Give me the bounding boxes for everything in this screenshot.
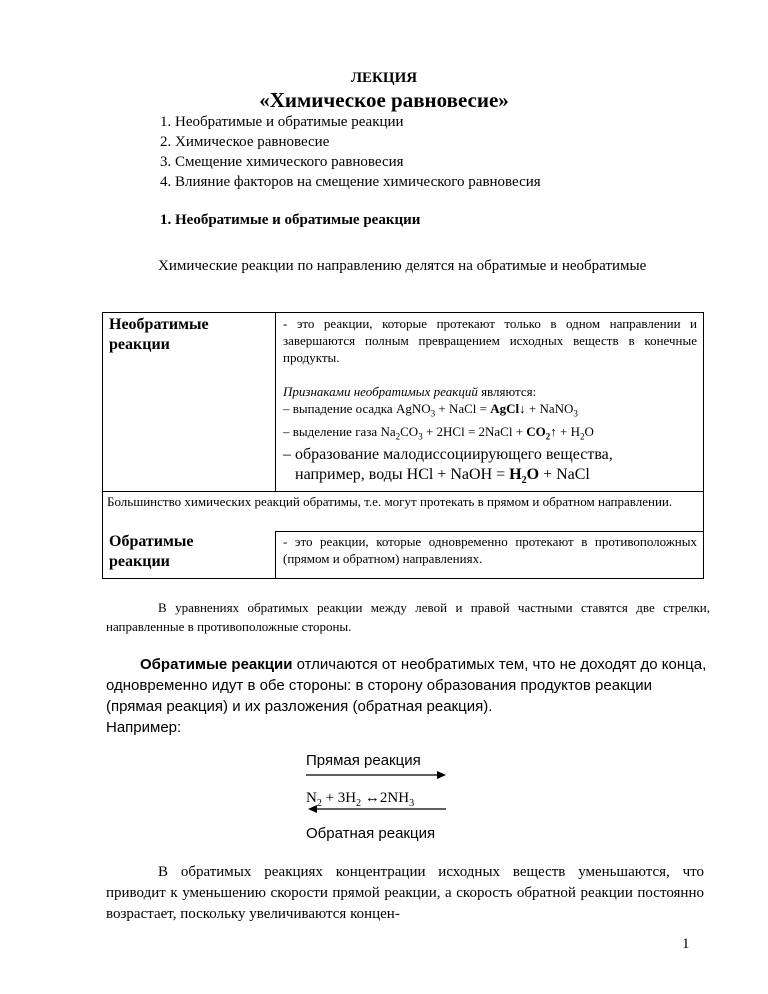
sign-water-example: например, воды HCl + NaOH = $H_2O$ + NaCl: [295, 466, 590, 487]
sign-precipitate: – выпадение осадка AgNO$_3$ + NaCl = AgCl↓ + NaNO$_3$: [283, 401, 578, 419]
reversible-term: [109, 532, 194, 572]
example-label: Например:: [106, 719, 182, 736]
table-of-contents: [160, 112, 541, 192]
signs-label: Признаками необратимых реакций: [283, 384, 478, 399]
toc-item: 4. Влияние факторов на смещение химического равновесия: [160, 174, 541, 190]
sign-gas: – выделение газа $Na_2CO_3 + 2HCl$ = 2NaCl + $CO_2↑ + H_2O$: [283, 423, 594, 442]
section-intro: Химические реакции по направлению делятся на обратимые и необратимые: [158, 258, 647, 274]
arrows-note: В уравнениях обратимых реакции между левой и правой частными ставятся две стрелки, направленные в противоположные стороны.: [106, 600, 710, 634]
reversible-bold: Обратимые реакции: [140, 656, 293, 673]
lecture-label: ЛЕКЦИЯ: [350, 70, 418, 86]
equation: $N_2 + 3H_2$ $\leftrightarrow 2NH_3$: [306, 790, 415, 809]
irreversible-signs: [283, 383, 697, 491]
reversible-text: отличаются от необратимых тем, что не доходят до конца, одновременно идут в обе стороны: в сторону образования продуктов реакции (прямая реакция) и их разложения (обратная реакция).: [106, 656, 707, 715]
term-line: Необратимые: [109, 316, 209, 333]
reactions-table: [102, 312, 704, 579]
section-heading: 1. Необратимые и обратимые реакции: [160, 212, 421, 228]
toc-item: 2. Химическое равновесие: [160, 134, 330, 150]
page-number: 1: [682, 936, 690, 952]
table-merged-note: Большинство химических реакций обратимы, т.е. могут протекать в прямом и обратном направлении.: [107, 494, 673, 509]
reversible-definition: - это реакции, которые одновременно протекают в противоположных (прямом и обратном) направлениях.: [283, 534, 697, 566]
term-line: реакции: [109, 336, 170, 353]
term-line: реакции: [109, 553, 170, 570]
signs-heading: [283, 383, 697, 400]
toc-item: 1. Необратимые и обратимые реакции: [160, 114, 404, 130]
backward-label: Обратная реакция: [306, 825, 436, 842]
reversible-paragraph: [106, 654, 712, 738]
lecture-title: «Химическое равновесие»: [259, 88, 509, 112]
irreversible-definition: - это реакции, которые протекают только в одном направлении и завершаются полным превращением исходных веществ в конечные продукты.: [283, 316, 697, 365]
term-line: Обратимые: [109, 533, 194, 550]
toc-item: 3. Смещение химического равновесия: [160, 154, 404, 170]
concentration-paragraph: В обратимых реакциях концентрации исходных веществ уменьшаются, что приводит к уменьшению скорости прямой реакции, а скорость обратной реакции постоянно возрастает, поскольку увеличиваются концен-: [106, 864, 704, 922]
irreversible-term: [109, 315, 209, 355]
forward-label: Прямая реакция: [306, 752, 421, 769]
sign-weak-electrolyte: – образование малодиссоциирующего вещества,: [283, 446, 613, 464]
signs-suffix: являются:: [477, 384, 537, 399]
